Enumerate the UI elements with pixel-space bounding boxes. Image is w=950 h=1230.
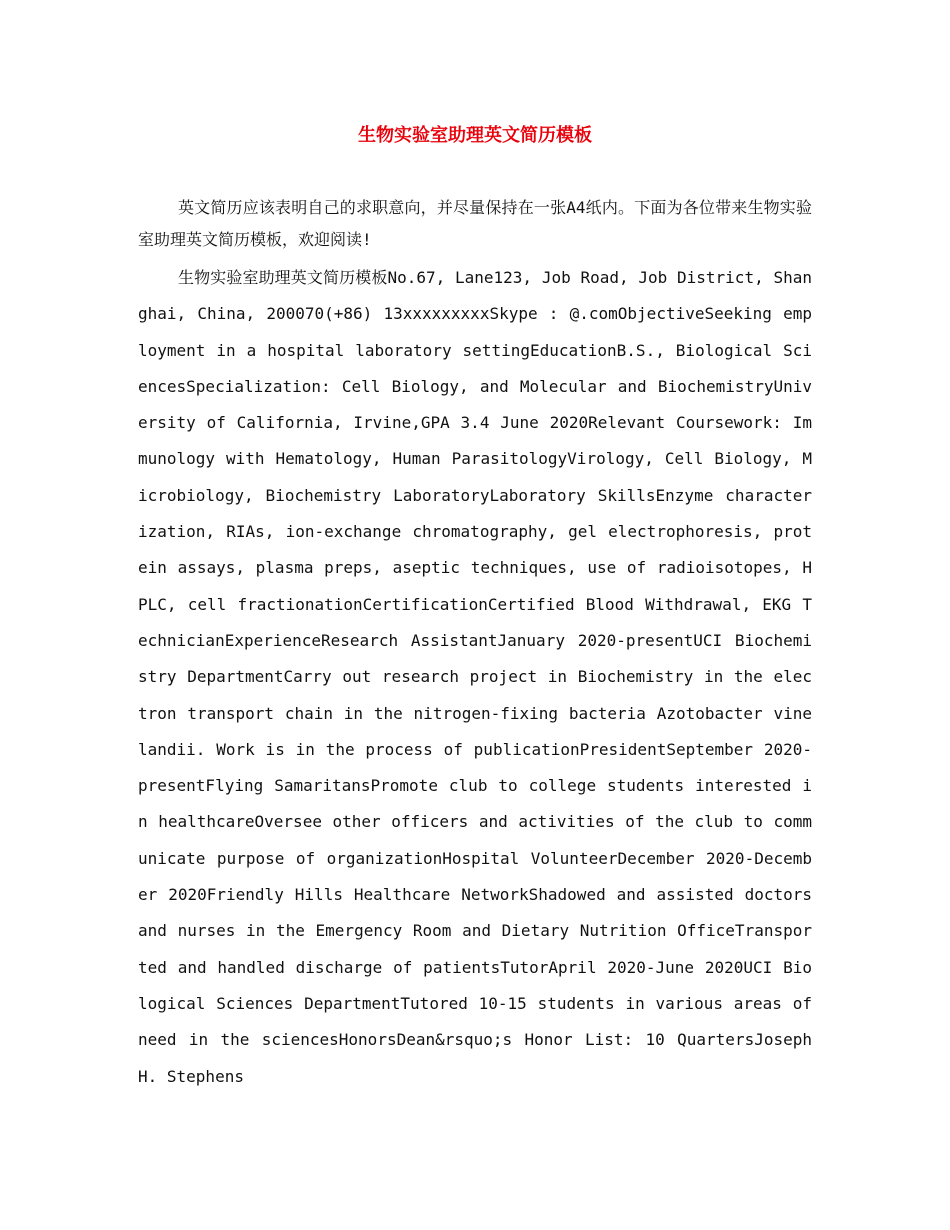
intro-paragraph: 英文简历应该表明自己的求职意向，并尽量保持在一张A4纸内。下面为各位带来生物实验室助理英文简历模板，欢迎阅读!: [138, 198, 812, 249]
document-title: 生物实验室助理英文简历模板: [358, 125, 592, 146]
resume-paragraph: 生物实验室助理英文简历模板No.67, Lane123, Job Road, Job District, Shanghai, China, 200070(+86) 13xxxxxxxxxSkype : @.comObjectiveSeeking employment in a hospital laboratory settingEducationB.S., Biological SciencesSpecialization: Cell Biology, and Molecular and BiochemistryUniversity of California, Irvine,GPA 3.4 June 2020Relevant Coursework: Immunology with Hematology, Human ParasitologyVirology, Cell Biology, Microbiology, Biochemistry LaboratoryLaboratory SkillsEnzyme characterization, RIAs, ion-exchange chromatography, gel electrophoresis, protein assays, plasma preps, aseptic techniques, use of radioisotopes, HPLC, cell fractionationCertificationCertified Blood Withdrawal, EKG TechnicianExperienceResearch AssistantJanuary 2020-presentUCI Biochemistry DepartmentCarry out research project in Biochemistry in the electron transport chain in the nitrogen-fixing bacteria Azotobacter vinelandii. Work is in the process of publicationPresidentSeptember 2020-presentFlying SamaritansPromote club to college students interested in healthcareOversee other officers and activities of the club to communicate purpose of organizationHospital VolunteerDecember 2020-December 2020Friendly Hills Healthcare NetworkShadowed and assisted doctors and nurses in the Emergency Room and Dietary Nutrition OfficeTransported and handled discharge of patientsTutorApril 2020-June 2020UCI Biological Sciences DepartmentTutored 10-15 students in various areas of need in the sciencesHonorsDean&rsquo;s Honor List: 10 QuartersJoseph H. Stephens: [138, 268, 812, 1086]
